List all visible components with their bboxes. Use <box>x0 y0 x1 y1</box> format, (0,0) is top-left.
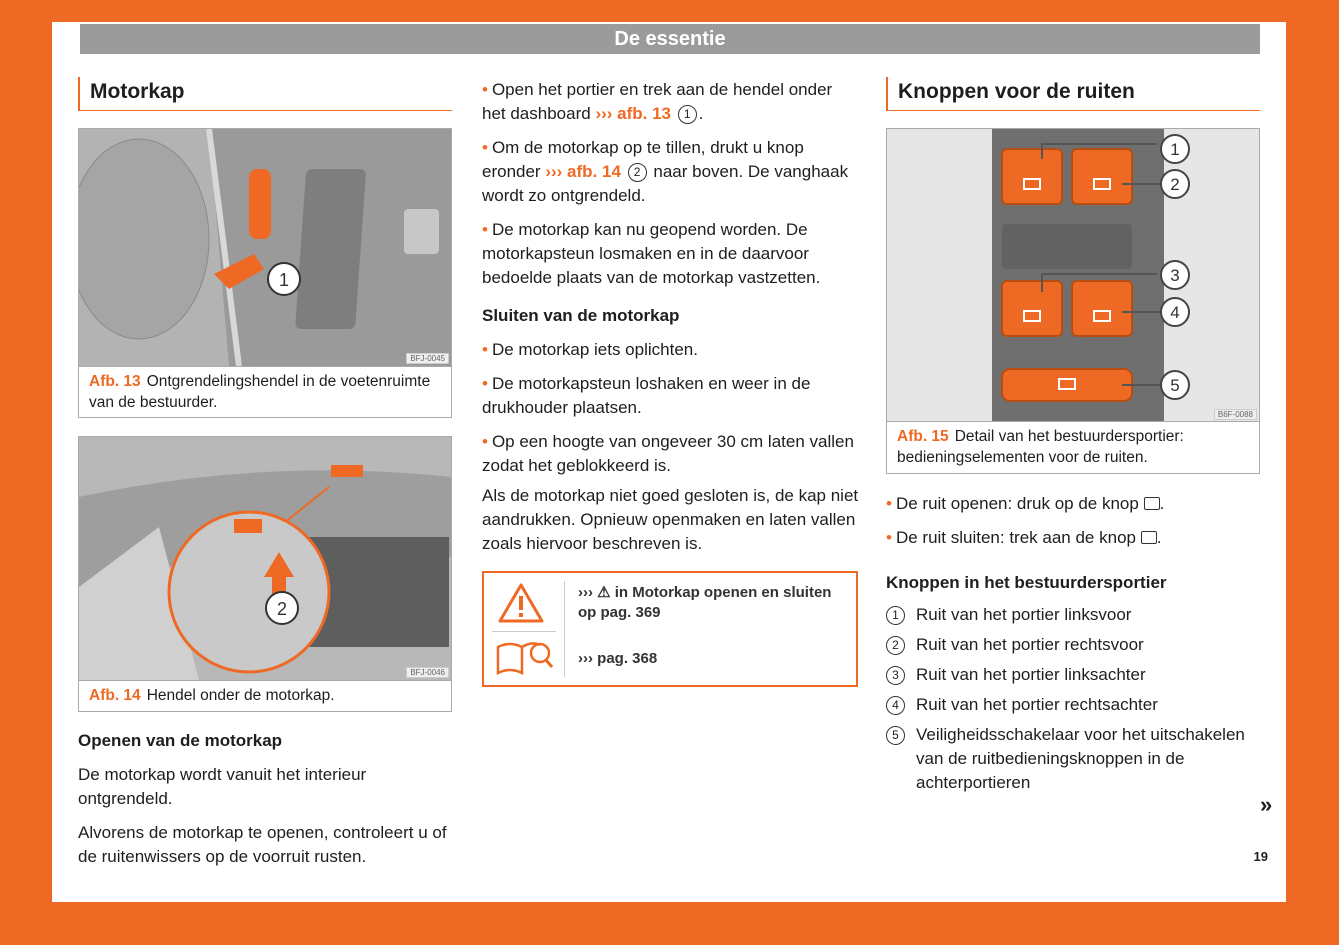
section-title-motorkap: Motorkap <box>78 77 452 111</box>
bullet-item: • De motorkapsteun loshaken en weer in de drukhouder plaatsen. <box>482 374 811 417</box>
page-reference[interactable]: ››› pag. 368 <box>578 650 658 667</box>
marker-1: 1 <box>678 105 697 124</box>
fig15-marker: 3 <box>1170 266 1180 285</box>
caption-text: Hendel onder de motorkap. <box>146 687 335 704</box>
caption-text: Ontgrendelingshendel in de voetenruimte van de bestuurder. <box>89 373 431 411</box>
fig14-marker: 2 <box>276 599 288 619</box>
warning-icon <box>498 583 544 623</box>
buttons-legend-section <box>886 571 1260 801</box>
figure-13-caption <box>79 366 451 419</box>
figure-code: BFJ-0045 <box>406 353 449 364</box>
figure-reference[interactable]: ››› afb. 14 <box>545 162 621 181</box>
section-title-window-buttons: Knoppen voor de ruiten <box>886 77 1260 111</box>
hood-release-lever-illustration <box>79 129 451 366</box>
window-button-icon <box>1141 531 1157 544</box>
fig13-marker: 1 <box>278 270 290 290</box>
legend-item: 1 Ruit van het portier linksvoor <box>886 603 1260 627</box>
window-instructions <box>886 492 1260 560</box>
bullet-item: • De ruit openen: druk op de knop . <box>886 494 1165 513</box>
fig15-marker: 5 <box>1170 376 1180 395</box>
legend-item: 4 Ruit van het portier rechtsachter <box>886 693 1260 717</box>
legend-item: 2 Ruit van het portier rechtsvoor <box>886 633 1260 657</box>
figure-14 <box>78 436 452 712</box>
fig15-marker: 1 <box>1170 140 1180 159</box>
afb-label: Afb. 14 <box>89 687 141 704</box>
window-button-icon <box>1144 497 1160 510</box>
manual-page <box>52 22 1286 902</box>
afb-label: Afb. 13 <box>89 373 141 390</box>
window-switch-panel-illustration <box>887 129 1259 421</box>
caption-text: Detail van het bestuurdersportier: bedieningselementen voor de ruiten. <box>897 428 1184 466</box>
paragraph: De motorkap wordt vanuit het interieur ontgrendeld. <box>78 765 367 808</box>
hood-latch-illustration <box>79 437 451 680</box>
subheading-open-hood: Openen van de motorkap <box>78 731 283 750</box>
book-magnifier-icon <box>496 637 554 677</box>
figure-14-caption <box>79 680 451 712</box>
figure-15 <box>886 128 1260 474</box>
subheading-close-hood: Sluiten van de motorkap <box>482 306 680 325</box>
legend-item: 3 Ruit van het portier linksachter <box>886 663 1260 687</box>
close-hood-section <box>482 304 860 488</box>
figure-code: BFJ-0046 <box>406 667 449 678</box>
figure-code: B6F-0088 <box>1214 409 1257 420</box>
fig15-marker: 4 <box>1170 303 1180 322</box>
bullet-item: • Op een hoogte van ongeveer 30 cm laten vallen zodat het geblokkeerd is. <box>482 432 854 475</box>
warning-reference[interactable]: ››› ⚠ in Motorkap openen en sluiten op pag. 369 <box>578 584 832 621</box>
open-hood-section <box>78 729 452 879</box>
paragraph-warning-note: Als de motorkap niet goed gesloten is, de kap niet aandrukken. Opnieuw openmaken en laten vallen zoals hiervoor beschreven is. <box>482 486 859 553</box>
page-number: 19 <box>1253 849 1268 864</box>
figure-reference[interactable]: ››› afb. 13 <box>595 104 671 123</box>
bullet-item: • De motorkap iets oplichten. <box>482 340 698 359</box>
legend-item: 5 Veiligheidsschakelaar voor het uitschakelen van de ruitbedieningsknoppen in de achterportieren <box>886 723 1260 795</box>
subheading-buttons: Knoppen in het bestuurdersportier <box>886 573 1167 592</box>
open-steps <box>482 78 860 300</box>
bullet-item: • De motorkap kan nu geopend worden. De motorkapsteun losmaken en in de daarvoor bedoelde plaats van de motorkap vastzetten. <box>482 220 821 287</box>
paragraph: Alvorens de motorkap te openen, controleert u of de ruitenwissers op de voorruit rusten. <box>78 823 447 866</box>
figure-13 <box>78 128 452 418</box>
bullet-item: • Open het portier en trek aan de hendel onder het dashboard ››› afb. 13 1 . <box>482 80 833 123</box>
figure-15-caption <box>887 421 1259 474</box>
bullet-item: • Om de motorkap op te tillen, drukt u knop eronder ››› afb. 14 2 naar boven. De vanghaak wordt zo ontgrendeld. <box>482 138 849 205</box>
fig15-marker: 2 <box>1170 175 1180 194</box>
marker-2: 2 <box>628 163 647 182</box>
warning-box <box>482 571 858 687</box>
continued-marker: » <box>1260 792 1273 817</box>
page-header: De essentie <box>80 24 1260 54</box>
afb-label: Afb. 15 <box>897 428 949 445</box>
bullet-item: • De ruit sluiten: trek aan de knop . <box>886 528 1162 547</box>
